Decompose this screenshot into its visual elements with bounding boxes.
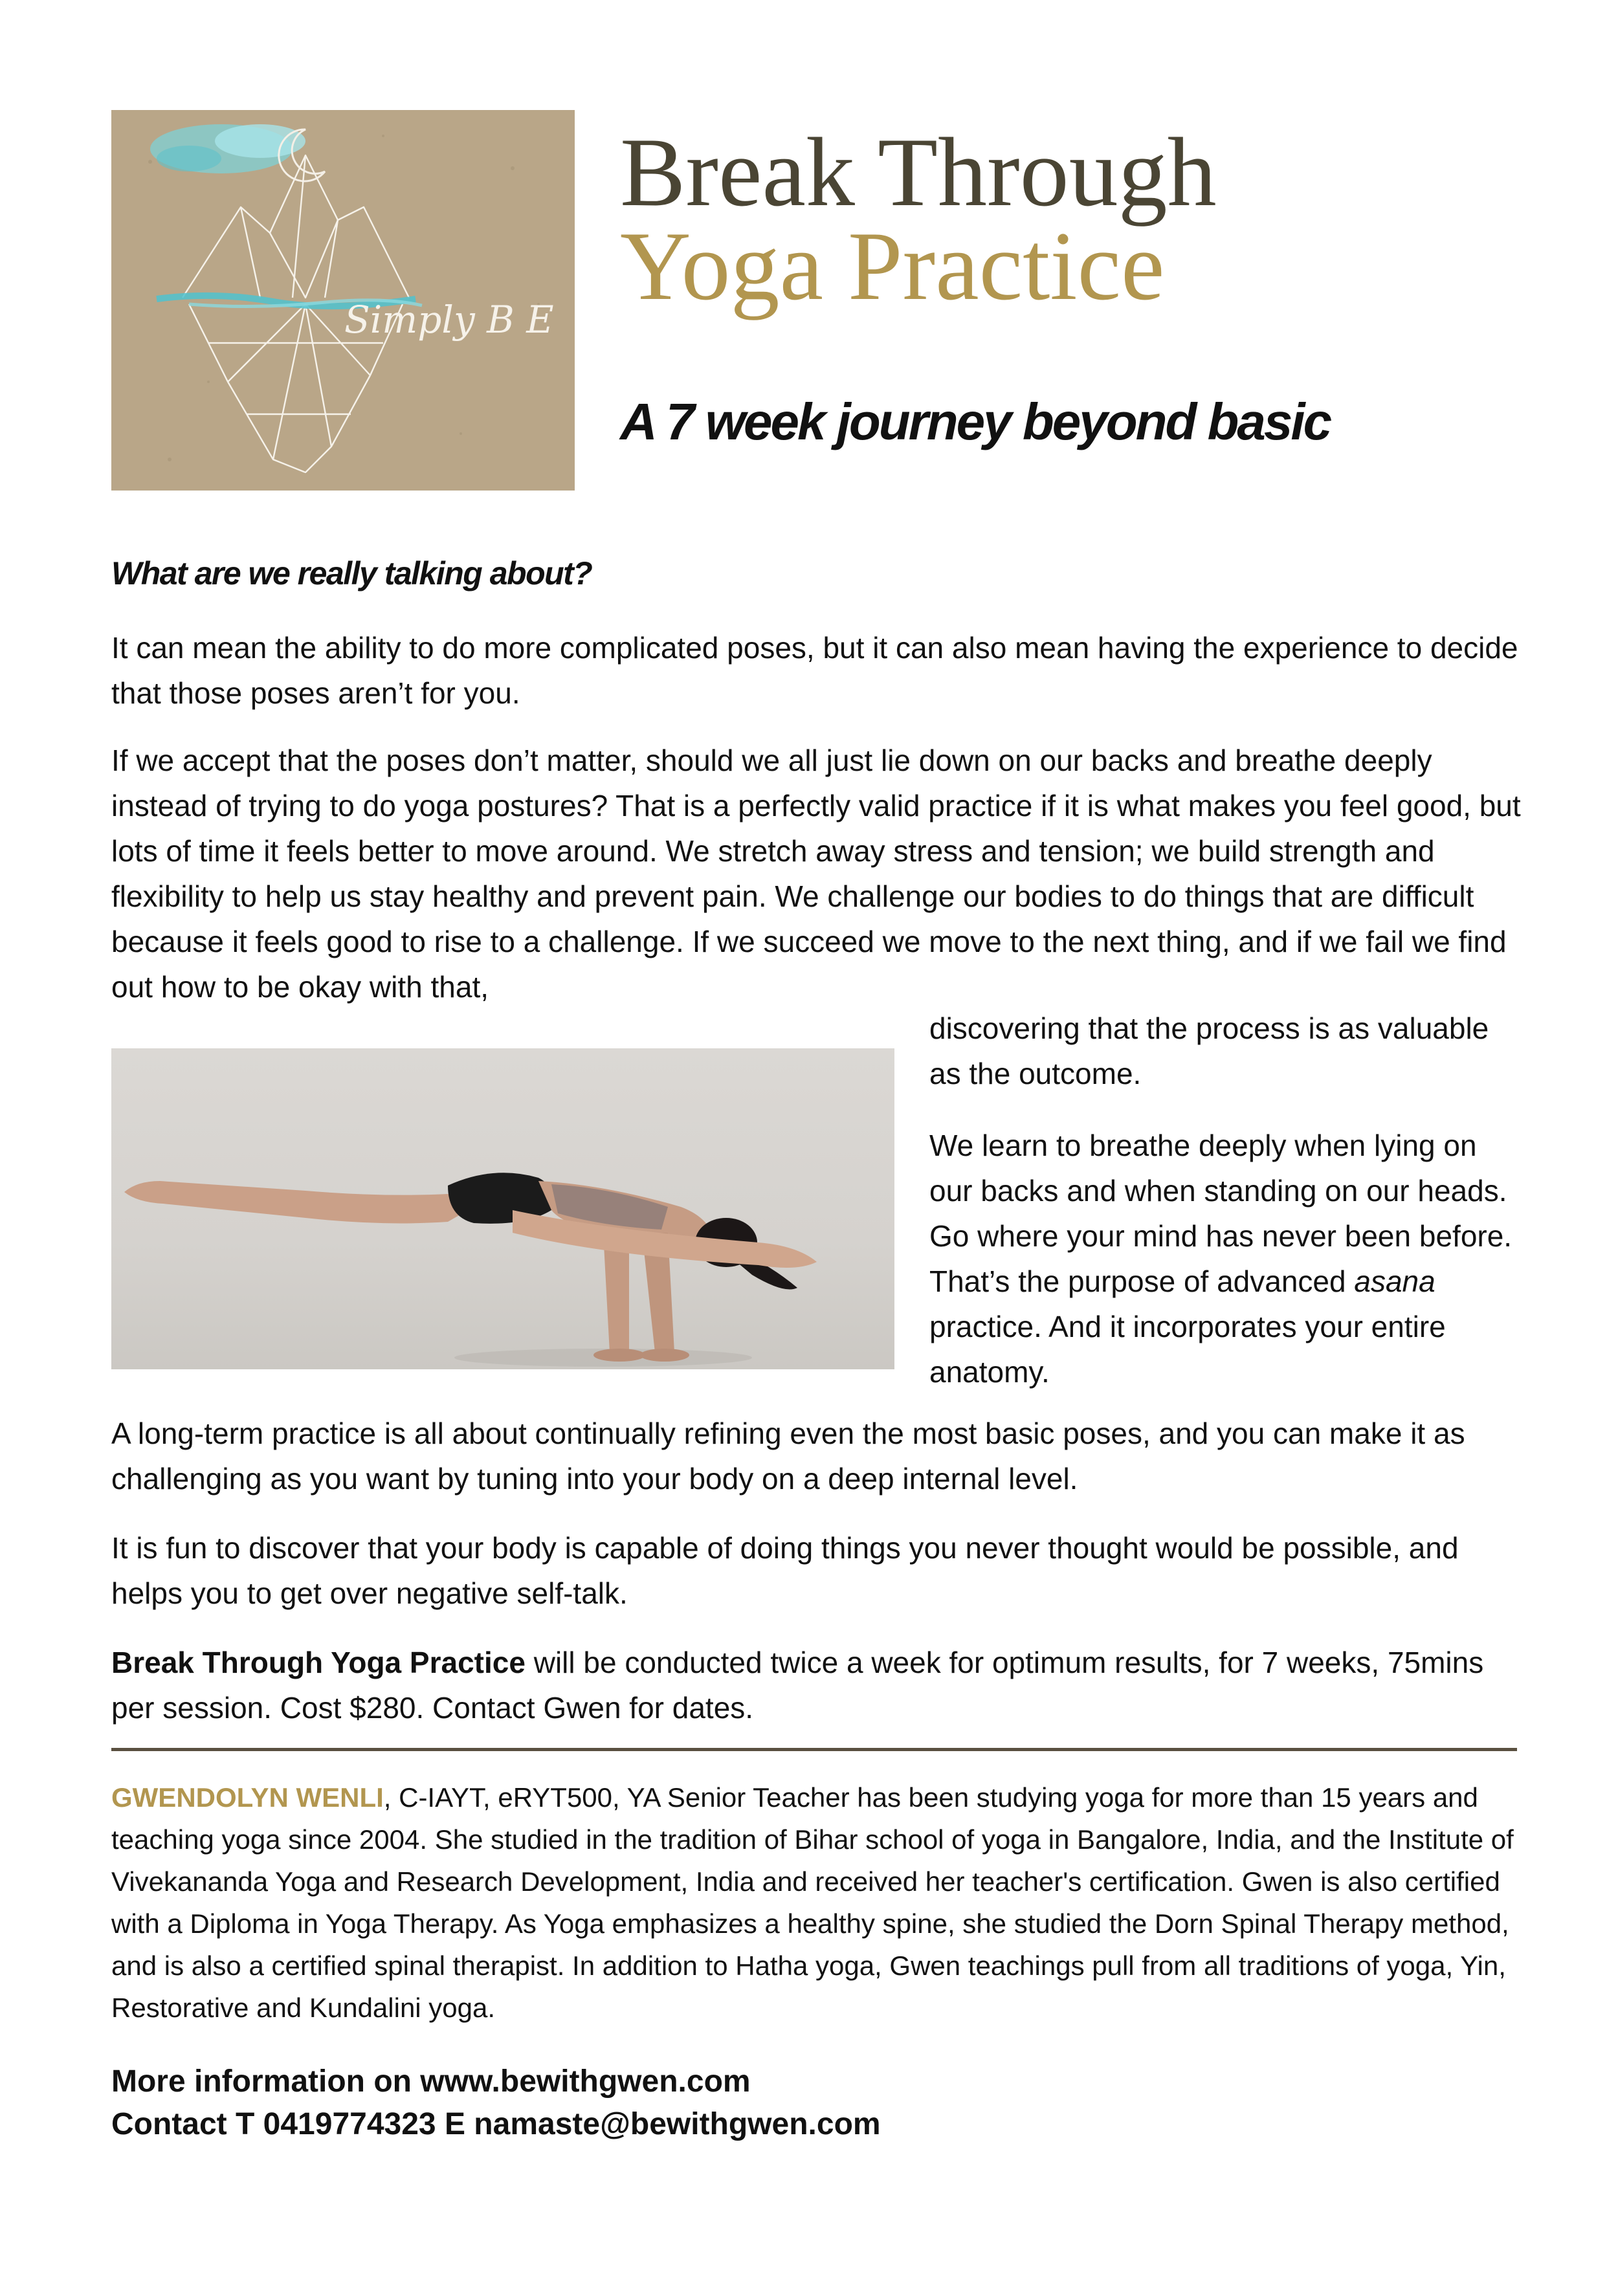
- section-divider: [111, 1748, 1517, 1751]
- title-line-2: Yoga Practice: [620, 212, 1165, 320]
- paragraph-3-text-b: practice. And it incorporates your entire anatomy.: [929, 1310, 1446, 1389]
- paragraph-6: [111, 1640, 1522, 1730]
- simply-be-logo: [111, 110, 575, 491]
- teacher-bio-text: , C-IAYT, eRYT500, YA Senior Teacher has been studying yoga for more than 15 years and teaching yoga since 2004. She studied in the tradition of Bihar school of yoga in Bangalore, India, and the Institute of Vivekananda Yoga and Research Development, India and received her teacher's certification. Gwen is also certified with a Diploma in Yoga Therapy. As Yoga emphasizes a healthy spine, she studied the Dorn Spinal Therapy method, and is also a certified spinal therapist. In addition to Hatha yoga, Gwen teachings pull from all traditions of yoga, Yin, Restorative and Kundalini yoga.: [111, 1782, 1514, 2023]
- paragraph-5: It is fun to discover that your body is capable of doing things you never thought would be possible, and helps you to get over negative self-talk.: [111, 1531, 1459, 1610]
- teacher-bio: [111, 1776, 1522, 2029]
- program-name: Break Through Yoga Practice: [111, 1646, 526, 1679]
- contact-line: Contact T 0419774323 E namaste@bewithgwen.com: [111, 2107, 881, 2141]
- subtitle: A 7 week journey beyond basic: [620, 393, 1331, 450]
- program-details: will be conducted twice a week for optimum results, for 7 weeks, 75mins per session. Cost $280. Contact Gwen for dates.: [111, 1646, 1484, 1725]
- paragraph-2: If we accept that the poses don’t matter, should we all just lie down on our backs and breathe deeply instead of trying to do yoga postures? That is a perfectly valid practice if it is what makes you feel good, but lots of time it feels better to move around. We stretch away stress and tension; we build strength and flexibility to help us stay healthy and prevent pain. We challenge our bodies to do things that are difficult because it feels good to rise to a challenge. If we succeed we move to the next thing, and if we fail we find out how to be okay with that,: [111, 744, 1521, 1004]
- paragraph-1: It can mean the ability to do more complicated poses, but it can also mean having the experience to decide that those poses aren’t for you.: [111, 631, 1518, 710]
- paragraph-3: [929, 1123, 1525, 1395]
- teacher-name: GWENDOLYN WENLI: [111, 1782, 384, 1813]
- more-info-line: More information on www.bewithgwen.com: [111, 2064, 751, 2099]
- title-line-1: Break Through: [620, 118, 1217, 226]
- paragraph-3-text-a: We learn to breathe deeply when lying on our backs and when standing on our heads. Go where your mind has never been before. That’s the purpose of advanced: [929, 1129, 1513, 1298]
- yoga-pose-photo: [111, 1048, 894, 1369]
- paragraph-4: A long-term practice is all about continually refining even the most basic poses, and you can make it as challenging as you want by tuning into your body on a deep internal level.: [111, 1417, 1465, 1496]
- paragraph-2-continued: discovering that the process is as valuable as the outcome.: [929, 1011, 1489, 1090]
- paragraph-3-italic: asana: [1354, 1264, 1435, 1298]
- logo-script-text: Simply B E: [344, 298, 554, 342]
- section-heading: What are we really talking about?: [111, 555, 592, 591]
